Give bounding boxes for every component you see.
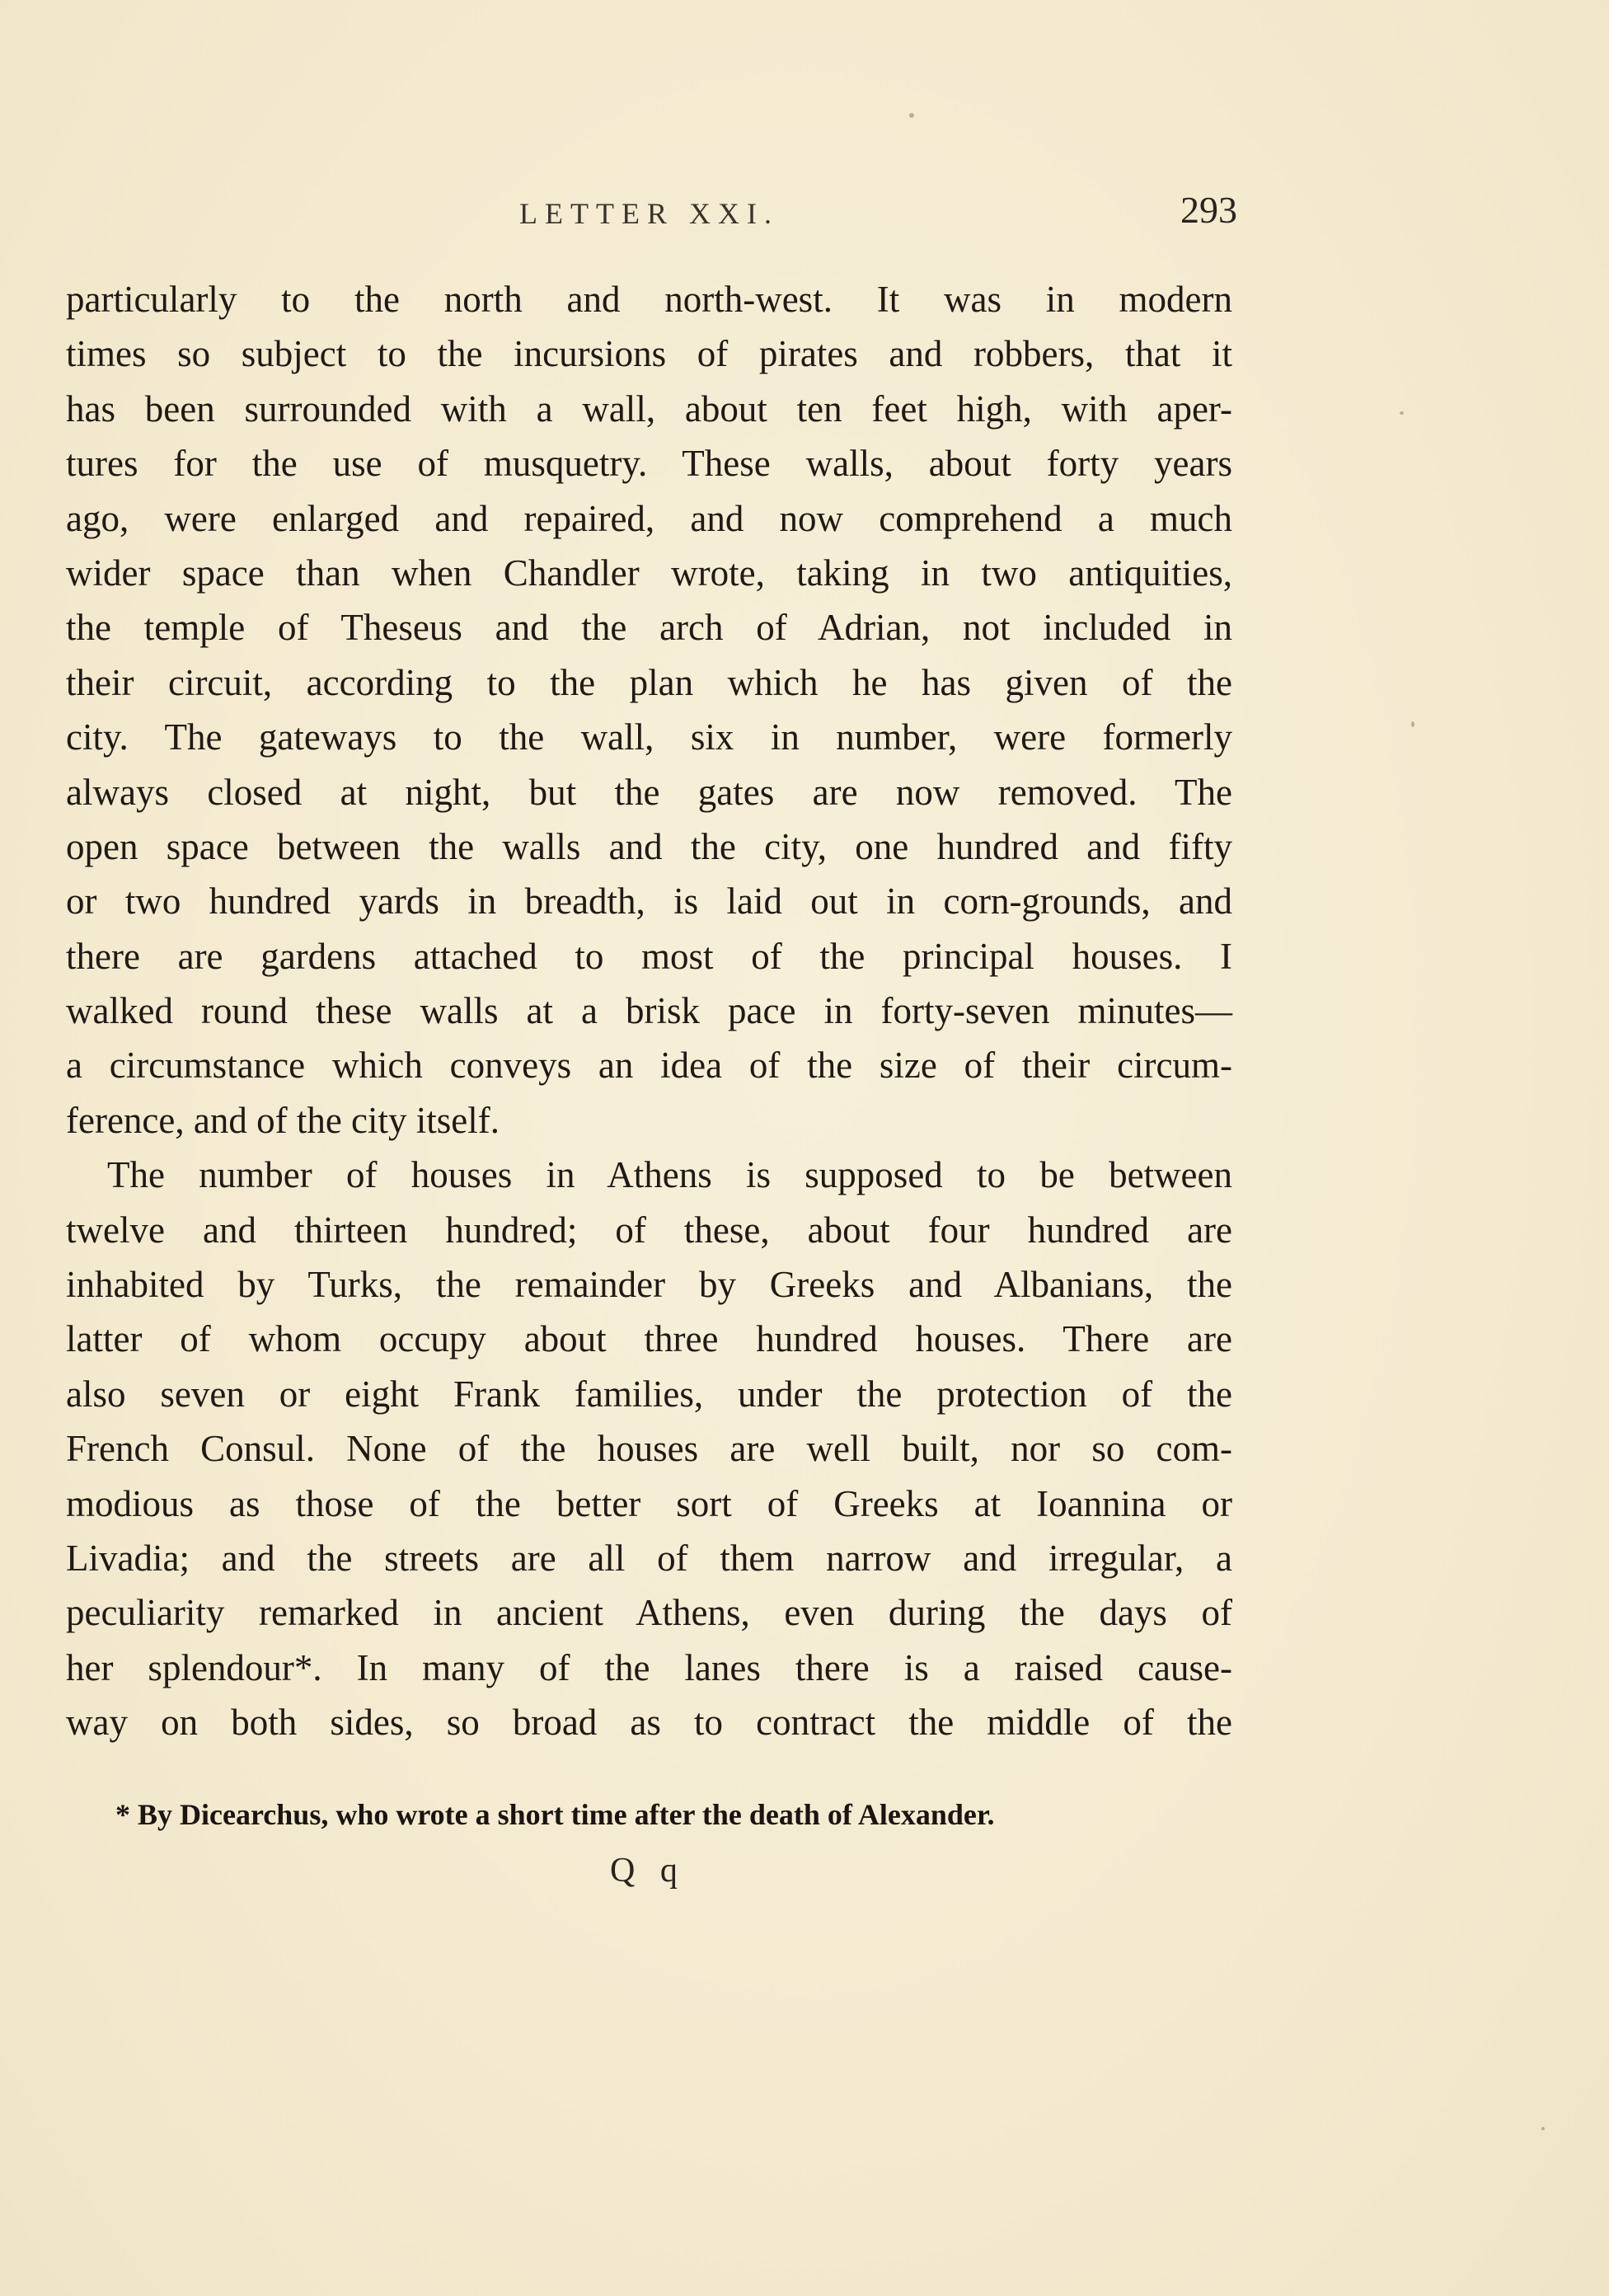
text-line: times so subject to the incursions of pirates and robbers, that it (66, 333, 1232, 375)
text-line: walked round these walls at a brisk pace in forty-seven minutes— (66, 990, 1232, 1032)
paper-speck (1400, 411, 1404, 415)
text-line: also seven or eight Frank families, under the protection of the (66, 1373, 1232, 1415)
paper-speck (1541, 2127, 1545, 2130)
text-line: wider space than when Chandler wrote, taking in two antiquities, (66, 552, 1232, 594)
running-head: LETTER XXI. (519, 197, 779, 230)
text-line: always closed at night, but the gates are now removed. The (66, 771, 1232, 813)
paper-speck (1411, 721, 1414, 727)
text-line: the temple of Theseus and the arch of Adrian, not included in (66, 607, 1232, 649)
body-text (66, 272, 1232, 1750)
text-line: there are gardens attached to most of the principal houses. I (66, 935, 1232, 977)
text-line: a circumstance which conveys an idea of the size of their circum- (66, 1045, 1232, 1087)
text-line: their circuit, according to the plan which he has given of the (66, 661, 1232, 703)
text-line: ago, were enlarged and repaired, and now comprehend a much (66, 497, 1232, 539)
text-line: modious as those of the better sort of Greeks at Ioannina or (66, 1482, 1232, 1524)
text-line: tures for the use of musquetry. These walls, about forty years (66, 443, 1232, 485)
text-line: city. The gateways to the wall, six in number, were formerly (66, 716, 1232, 758)
text-line: particularly to the north and north-west. It was in modern (66, 279, 1232, 320)
text-line: or two hundred yards in breadth, is laid out in corn-grounds, and (66, 880, 1232, 923)
text-line: ference, and of the city itself. (66, 1099, 500, 1141)
page-number: 293 (1180, 189, 1237, 231)
text-line: The number of houses in Athens is supposed to be between (107, 1154, 1232, 1196)
page-header (66, 188, 1236, 237)
text-line: inhabited by Turks, the remainder by Greeks and Albanians, the (66, 1264, 1232, 1306)
signature-mark: Q q (610, 1852, 686, 1890)
text-line: way on both sides, so broad as to contract the middle of the (66, 1702, 1232, 1744)
text-line: Livadia; and the streets are all of them narrow and irregular, a (66, 1537, 1232, 1579)
text-line: her splendour*. In many of the lanes there is a raised cause- (66, 1646, 1232, 1688)
text-line: has been surrounded with a wall, about ten feet high, with aper- (66, 387, 1232, 430)
paper-speck (909, 113, 914, 118)
text-line: latter of whom occupy about three hundred houses. There are (66, 1318, 1232, 1360)
text-line: French Consul. None of the houses are well built, nor so com- (66, 1428, 1232, 1470)
text-line: twelve and thirteen hundred; of these, about four hundred are (66, 1209, 1232, 1251)
text-line: open space between the walls and the city, one hundred and fifty (66, 825, 1232, 867)
text-line: peculiarity remarked in ancient Athens, even during the days of (66, 1592, 1232, 1634)
footnote: * By Dicearchus, who wrote a short time after the death of Alexander. (115, 1798, 995, 1831)
